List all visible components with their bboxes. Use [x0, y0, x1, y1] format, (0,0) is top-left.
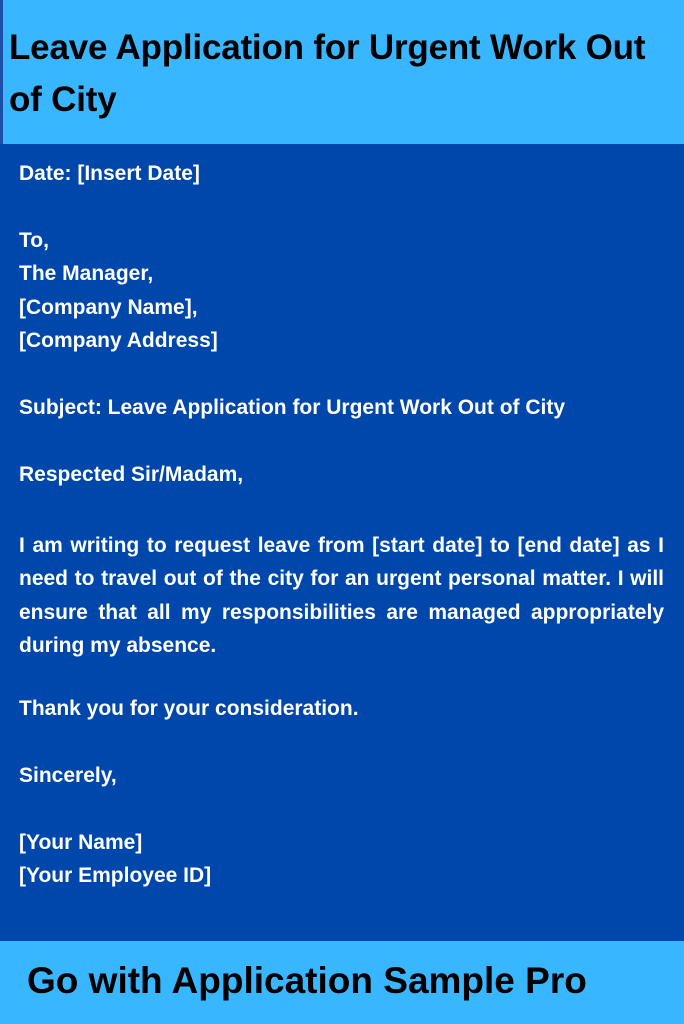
page-title: Leave Application for Urgent Work Out of City	[9, 28, 646, 119]
letter-company-address: [Company Address]	[19, 329, 218, 352]
letter-employee-id: [Your Employee ID]	[19, 864, 212, 887]
letter-subject: Subject: Leave Application for Urgent Work Out of City	[19, 396, 566, 419]
letter-recipient: The Manager,	[19, 262, 154, 285]
letter-company-name: [Company Name],	[19, 296, 198, 319]
letter-salutation: Respected Sir/Madam,	[19, 463, 244, 486]
footer-brand: Go with Application Sample Pro	[27, 960, 587, 1001]
letter-to: To,	[19, 229, 49, 252]
letter-date: Date: [Insert Date]	[19, 162, 200, 185]
page-footer	[0, 941, 684, 1024]
letter-thanks: Thank you for your consideration.	[19, 697, 359, 720]
letter-closing: Sincerely,	[19, 764, 117, 787]
letter-panel	[0, 144, 684, 941]
letter-your-name: [Your Name]	[19, 831, 143, 854]
letter-body: I am writing to request leave from [start date] to [end date] as I need to travel out of the city for an urgent personal matter. I will ensure that all my responsibilities are managed appropriately during my absence.	[19, 534, 664, 658]
page-header	[0, 0, 684, 144]
